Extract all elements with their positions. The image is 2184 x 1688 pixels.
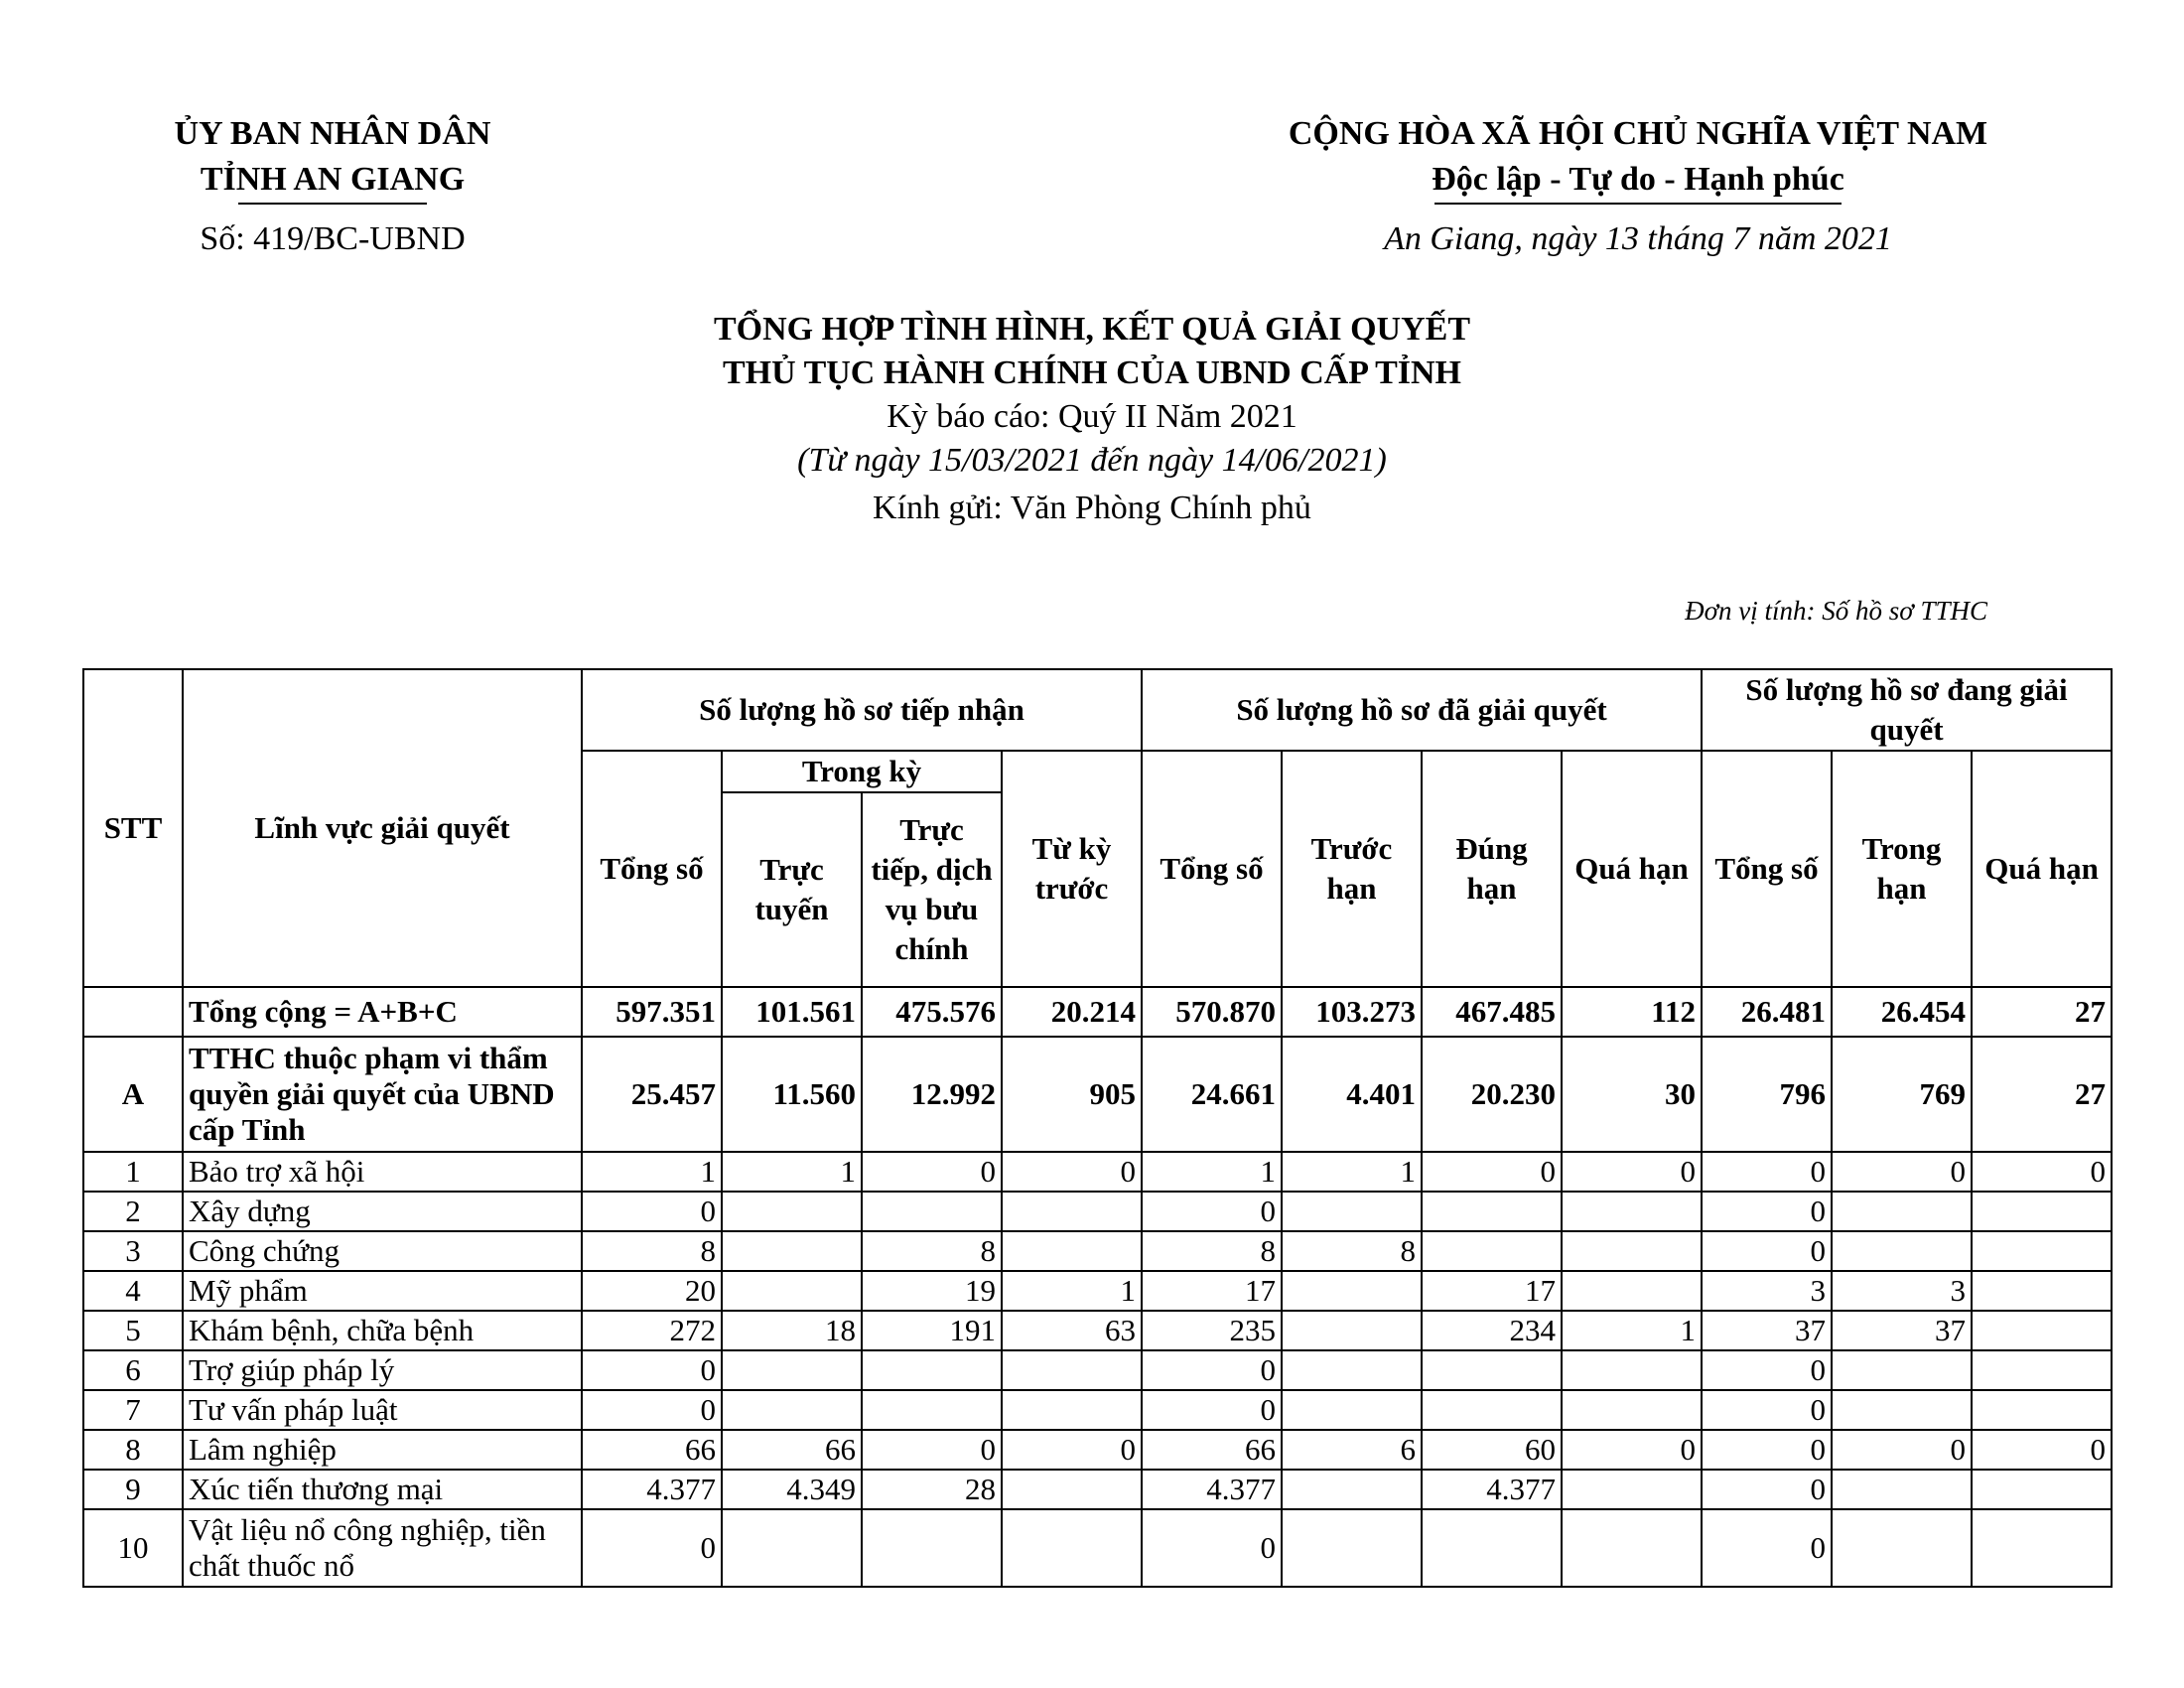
cell-value: 27: [1972, 987, 2112, 1037]
cell-value: 0: [1142, 1509, 1282, 1587]
report-period: Kỳ báo cáo: Quý II Năm 2021: [887, 398, 1297, 435]
cell-value: 66: [582, 1430, 722, 1470]
cell-value: [722, 1390, 862, 1430]
cell-value: 66: [722, 1430, 862, 1470]
cell-value: 0: [1702, 1390, 1832, 1430]
cell-value: 0: [1142, 1192, 1282, 1231]
cell-value: [1832, 1192, 1972, 1231]
cell-value: [1282, 1350, 1422, 1390]
cell-value: 28: [862, 1470, 1002, 1509]
cell-value: 37: [1702, 1311, 1832, 1350]
report-title-block: [0, 308, 2184, 530]
national-title-block: [1221, 111, 2055, 262]
cell-value: 26.454: [1832, 987, 1972, 1037]
cell-field: Vật liệu nổ công nghiệp, tiền chất thuốc nổ: [183, 1509, 582, 1587]
table-row: [83, 1470, 2112, 1509]
cell-value: 4.377: [582, 1470, 722, 1509]
cell-stt: 3: [83, 1231, 183, 1271]
header-within: Trong hạn: [1832, 751, 1972, 987]
cell-value: 1: [722, 1152, 862, 1192]
cell-field: Tư vấn pháp luật: [183, 1390, 582, 1430]
cell-value: 0: [1142, 1390, 1282, 1430]
cell-value: 3: [1702, 1271, 1832, 1311]
cell-value: [1422, 1509, 1562, 1587]
cell-value: 597.351: [582, 987, 722, 1037]
cell-value: [1972, 1271, 2112, 1311]
cell-stt: 8: [83, 1430, 183, 1470]
header-direct: Trực tiếp, dịch vụ bưu chính: [862, 792, 1002, 987]
cell-field: TTHC thuộc phạm vi thẩm quyền giải quyết của UBND cấp Tỉnh: [183, 1037, 582, 1152]
document-number: Số: 419/BC-UBND: [200, 220, 466, 257]
cell-value: 1: [1282, 1152, 1422, 1192]
table-row: [83, 1192, 2112, 1231]
unit-note: Đơn vị tính: Số hồ sơ TTHC: [1685, 596, 1987, 626]
cell-value: [1562, 1509, 1702, 1587]
cell-stt: 2: [83, 1192, 183, 1231]
cell-value: 0: [1702, 1192, 1832, 1231]
cell-value: 1: [1142, 1152, 1282, 1192]
cell-value: 112: [1562, 987, 1702, 1037]
cell-value: 12.992: [862, 1037, 1002, 1152]
header-in-period: Trong kỳ: [722, 751, 1002, 792]
cell-value: 26.481: [1702, 987, 1832, 1037]
cell-value: [1562, 1231, 1702, 1271]
cell-value: 24.661: [1142, 1037, 1282, 1152]
cell-value: 11.560: [722, 1037, 862, 1152]
issuer-line-2: TỈNH AN GIANG: [200, 161, 466, 198]
cell-value: 17: [1422, 1271, 1562, 1311]
cell-value: 0: [582, 1509, 722, 1587]
cell-value: [1282, 1192, 1422, 1231]
cell-field: Xúc tiến thương mại: [183, 1470, 582, 1509]
table-row: [83, 1390, 2112, 1430]
cell-stt: 7: [83, 1390, 183, 1430]
cell-field: Mỹ phẩm: [183, 1271, 582, 1311]
cell-stt: 4: [83, 1271, 183, 1311]
statistics-table: [82, 668, 2113, 1588]
cell-value: 0: [1422, 1152, 1562, 1192]
cell-value: 0: [1142, 1350, 1282, 1390]
cell-value: [1562, 1192, 1702, 1231]
cell-stt: 10: [83, 1509, 183, 1587]
cell-value: 905: [1002, 1037, 1142, 1152]
cell-value: 8: [582, 1231, 722, 1271]
cell-stt: 9: [83, 1470, 183, 1509]
cell-value: [1972, 1390, 2112, 1430]
header-online: Trực tuyến: [722, 792, 862, 987]
cell-value: 4.377: [1422, 1470, 1562, 1509]
cell-value: [1282, 1470, 1422, 1509]
cell-value: 0: [1702, 1430, 1832, 1470]
cell-value: 4.401: [1282, 1037, 1422, 1152]
cell-value: 0: [1002, 1152, 1142, 1192]
cell-value: [1832, 1470, 1972, 1509]
cell-value: 234: [1422, 1311, 1562, 1350]
cell-stt: [83, 987, 183, 1037]
cell-value: [1562, 1390, 1702, 1430]
cell-value: [1832, 1390, 1972, 1430]
national-title: CỘNG HÒA XÃ HỘI CHỦ NGHĨA VIỆT NAM: [1288, 115, 1988, 152]
header-resolved-group: Số lượng hồ sơ đã giải quyết: [1142, 669, 1702, 751]
cell-value: 1: [1562, 1311, 1702, 1350]
header-on-time: Đúng hạn: [1422, 751, 1562, 987]
cell-value: [722, 1271, 862, 1311]
cell-field: Bảo trợ xã hội: [183, 1152, 582, 1192]
cell-value: 103.273: [1282, 987, 1422, 1037]
table-row: [83, 1271, 2112, 1311]
cell-value: [862, 1390, 1002, 1430]
header-pending-overdue: Quá hạn: [1972, 751, 2112, 987]
cell-value: [1282, 1509, 1422, 1587]
cell-stt: 6: [83, 1350, 183, 1390]
cell-value: [1972, 1231, 2112, 1271]
cell-value: 0: [1832, 1430, 1972, 1470]
header-pending-group: Số lượng hồ sơ đang giải quyết: [1702, 669, 2112, 751]
cell-value: 0: [1002, 1430, 1142, 1470]
header-resolved-total: Tổng số: [1142, 751, 1282, 987]
cell-value: 17: [1142, 1271, 1282, 1311]
cell-value: [862, 1350, 1002, 1390]
section-a-row: [83, 1037, 2112, 1152]
cell-value: 0: [582, 1390, 722, 1430]
cell-value: [1422, 1390, 1562, 1430]
header-overdue: Quá hạn: [1562, 751, 1702, 987]
report-recipient: Kính gửi: Văn Phòng Chính phủ: [873, 490, 1311, 526]
issuer-block: [149, 111, 516, 262]
cell-value: [1422, 1350, 1562, 1390]
cell-value: [1002, 1192, 1142, 1231]
cell-value: 796: [1702, 1037, 1832, 1152]
cell-value: 101.561: [722, 987, 862, 1037]
cell-value: [1002, 1350, 1142, 1390]
cell-value: [1832, 1509, 1972, 1587]
cell-value: 18: [722, 1311, 862, 1350]
cell-value: 66: [1142, 1430, 1282, 1470]
table-row: [83, 1231, 2112, 1271]
cell-value: 0: [1702, 1152, 1832, 1192]
cell-field: Xây dựng: [183, 1192, 582, 1231]
cell-value: [1002, 1390, 1142, 1430]
cell-value: 8: [1282, 1231, 1422, 1271]
cell-value: 0: [582, 1192, 722, 1231]
cell-value: 0: [582, 1350, 722, 1390]
cell-value: [1562, 1470, 1702, 1509]
report-date-range: (Từ ngày 15/03/2021 đến ngày 14/06/2021): [797, 442, 1387, 479]
total-row: [83, 987, 2112, 1037]
cell-value: [1832, 1231, 1972, 1271]
cell-value: 0: [862, 1152, 1002, 1192]
cell-value: [1972, 1350, 2112, 1390]
cell-value: 3: [1832, 1271, 1972, 1311]
cell-value: [722, 1509, 862, 1587]
cell-value: [1972, 1192, 2112, 1231]
cell-value: 0: [1702, 1509, 1832, 1587]
cell-value: 235: [1142, 1311, 1282, 1350]
table-row: [83, 1509, 2112, 1587]
cell-value: 6: [1282, 1430, 1422, 1470]
cell-value: [1972, 1470, 2112, 1509]
cell-field: Lâm nghiệp: [183, 1430, 582, 1470]
cell-field: Khám bệnh, chữa bệnh: [183, 1311, 582, 1350]
cell-value: [862, 1192, 1002, 1231]
table-body: [83, 987, 2112, 1587]
cell-value: 570.870: [1142, 987, 1282, 1037]
cell-value: [1282, 1311, 1422, 1350]
cell-stt: 1: [83, 1152, 183, 1192]
cell-value: 0: [1972, 1152, 2112, 1192]
cell-value: 0: [1702, 1470, 1832, 1509]
cell-value: 467.485: [1422, 987, 1562, 1037]
header-pending-total: Tổng số: [1702, 751, 1832, 987]
cell-value: [1002, 1470, 1142, 1509]
cell-value: 20.214: [1002, 987, 1142, 1037]
motto-underline: [1434, 203, 1842, 205]
cell-value: [1282, 1271, 1422, 1311]
cell-value: 0: [1972, 1430, 2112, 1470]
report-title-line-1: TỔNG HỢP TÌNH HÌNH, KẾT QUẢ GIẢI QUYẾT: [714, 311, 1470, 348]
header-field: Lĩnh vực giải quyết: [183, 669, 582, 987]
cell-value: 19: [862, 1271, 1002, 1311]
cell-value: 272: [582, 1311, 722, 1350]
cell-value: 8: [1142, 1231, 1282, 1271]
table-row: [83, 1430, 2112, 1470]
cell-value: 8: [862, 1231, 1002, 1271]
issuer-underline: [238, 203, 427, 205]
cell-value: [1422, 1231, 1562, 1271]
cell-value: [1282, 1390, 1422, 1430]
cell-value: [722, 1350, 862, 1390]
cell-value: [722, 1192, 862, 1231]
cell-value: [1832, 1350, 1972, 1390]
cell-value: 191: [862, 1311, 1002, 1350]
report-title-line-2: THỦ TỤC HÀNH CHÍNH CỦA UBND CẤP TỈNH: [723, 354, 1461, 391]
document-date: An Giang, ngày 13 tháng 7 năm 2021: [1384, 220, 1892, 257]
cell-value: 60: [1422, 1430, 1562, 1470]
national-motto: Độc lập - Tự do - Hạnh phúc: [1432, 161, 1844, 198]
cell-field: Công chứng: [183, 1231, 582, 1271]
cell-value: 4.377: [1142, 1470, 1282, 1509]
cell-value: [1562, 1271, 1702, 1311]
cell-value: 37: [1832, 1311, 1972, 1350]
cell-value: 1: [1002, 1271, 1142, 1311]
cell-value: 25.457: [582, 1037, 722, 1152]
cell-value: 27: [1972, 1037, 2112, 1152]
cell-value: 769: [1832, 1037, 1972, 1152]
cell-value: 475.576: [862, 987, 1002, 1037]
cell-value: 0: [1702, 1231, 1832, 1271]
header-received-group: Số lượng hồ sơ tiếp nhận: [582, 669, 1142, 751]
cell-value: 0: [862, 1430, 1002, 1470]
header-previous: Từ kỳ trước: [1002, 751, 1142, 987]
cell-value: 1: [582, 1152, 722, 1192]
cell-field: Tổng cộng = A+B+C: [183, 987, 582, 1037]
cell-value: [1972, 1311, 2112, 1350]
cell-value: [1422, 1192, 1562, 1231]
issuer-line-1: ỦY BAN NHÂN DÂN: [174, 115, 491, 152]
cell-value: 4.349: [722, 1470, 862, 1509]
table-row: [83, 1152, 2112, 1192]
table-row: [83, 1350, 2112, 1390]
cell-stt: 5: [83, 1311, 183, 1350]
cell-value: [722, 1231, 862, 1271]
cell-stt: A: [83, 1037, 183, 1152]
cell-value: 0: [1702, 1350, 1832, 1390]
cell-value: 20.230: [1422, 1037, 1562, 1152]
cell-value: 20: [582, 1271, 722, 1311]
cell-value: 30: [1562, 1037, 1702, 1152]
cell-value: 0: [1562, 1430, 1702, 1470]
header-received-total: Tổng số: [582, 751, 722, 987]
cell-value: 63: [1002, 1311, 1142, 1350]
cell-value: [1562, 1350, 1702, 1390]
header-early: Trước hạn: [1282, 751, 1422, 987]
table-row: [83, 1311, 2112, 1350]
cell-field: Trợ giúp pháp lý: [183, 1350, 582, 1390]
header-stt: STT: [83, 669, 183, 987]
cell-value: [1002, 1509, 1142, 1587]
cell-value: 0: [1562, 1152, 1702, 1192]
cell-value: [1972, 1509, 2112, 1587]
cell-value: [1002, 1231, 1142, 1271]
cell-value: [862, 1509, 1002, 1587]
cell-value: 0: [1832, 1152, 1972, 1192]
